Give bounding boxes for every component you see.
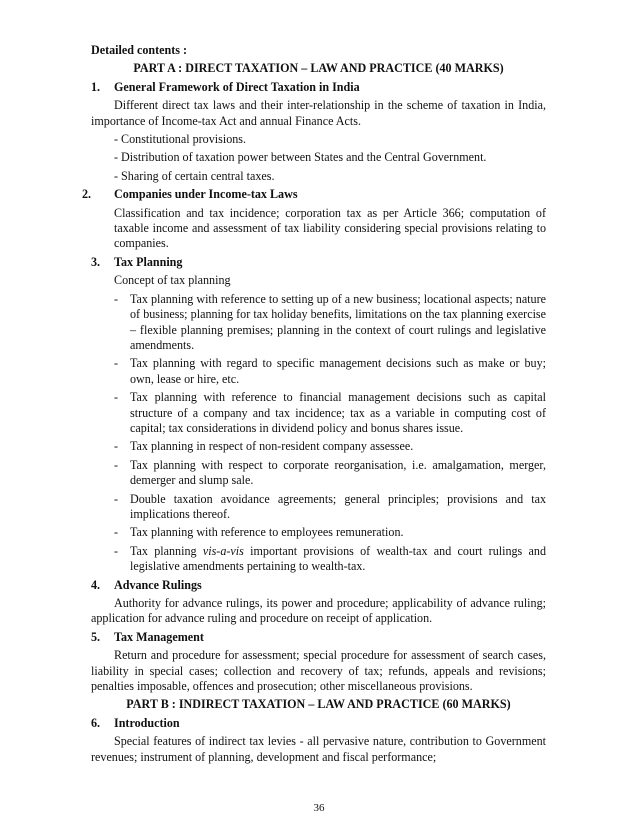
bullet-text: Tax planning with reference to setting up of a new business; locational aspects; nature of business; planning for tax holiday benefits, limitations on the tax planning exercise – flexible planning premises; planning in the context of court rulings and legislative amendments. — [130, 291, 546, 352]
tax-planning-bullet — [114, 292, 546, 354]
bullet-dash: - — [114, 291, 119, 306]
section-6-heading — [91, 716, 546, 731]
section-3-number: 3. — [91, 254, 101, 269]
section-2-title: Companies under Income-tax Laws — [114, 187, 298, 202]
section-3-title: Tax Planning — [114, 254, 183, 269]
section-1-item: - Distribution of taxation power between States and the Central Government. — [114, 150, 487, 165]
tax-planning-bullet — [114, 356, 546, 387]
bullet-text-start: Tax planning — [130, 543, 203, 558]
bullet-dash: - — [114, 543, 119, 558]
bullet-text: Tax planning with respect to corporate reorganisation, i.e. amalgamation, merger, demerger and slump sale. — [130, 457, 546, 488]
section-1-item: - Sharing of certain central taxes. — [114, 168, 275, 183]
section-5-paragraph: Return and procedure for assessment; special procedure for assessment of search cases, liability in special cases; collection and recovery of tax; refunds, appeals and revisions; penalties imposable, offences and prosecution; other miscellaneous provisions. — [91, 648, 546, 694]
bullet-dash: - — [114, 491, 119, 506]
page-content — [82, 43, 547, 765]
bullet-text-italic: vis-a-vis — [202, 543, 244, 558]
bullet-text — [130, 544, 546, 575]
contents-heading: Detailed contents : — [91, 43, 188, 57]
tax-planning-bullet — [114, 492, 546, 523]
bullet-dash: - — [114, 356, 119, 371]
tax-planning-bullet — [114, 525, 546, 540]
bullet-text: Tax planning with reference to financial management decisions such as capital structure of a company and tax incidence; tax as a variable in computing cost of capital; tax considerations in dividend policy and bonus shares issue. — [130, 390, 546, 435]
bullet-dash: - — [114, 525, 119, 540]
part-b-heading: PART B : INDIRECT TAXATION – LAW AND PRACTICE (60 MARKS) — [126, 697, 511, 712]
bullet-text: Double taxation avoidance agreements; general principles; provisions and tax implications thereof. — [130, 491, 546, 521]
section-6-title: Introduction — [114, 715, 180, 730]
part-a-heading: PART A : DIRECT TAXATION – LAW AND PRACTICE (40 MARKS) — [133, 61, 504, 76]
section-4-paragraph: Authority for advance rulings, its power and procedure; applicability of advance ruling; application for advance ruling and procedure on receipt of application. — [91, 596, 546, 626]
section-5-title: Tax Management — [114, 629, 204, 644]
section-1-item: - Constitutional provisions. — [114, 132, 247, 147]
tax-planning-bullet — [114, 544, 546, 575]
section-6-paragraph: Special features of indirect tax levies - all pervasive nature, contribution to Government revenues; instrument of planning, development and fiscal performance; — [91, 734, 546, 764]
bullet-dash: - — [114, 390, 119, 405]
tax-planning-bullet — [114, 390, 546, 436]
tax-planning-bullet — [114, 458, 546, 489]
section-1-number: 1. — [91, 79, 101, 94]
section-1-paragraph: Different direct tax laws and their inter-relationship in the scheme of taxation in India, importance of Income-tax Act and annual Finance Acts. — [91, 98, 546, 128]
section-3-heading — [91, 255, 546, 270]
tax-planning-bullet — [114, 439, 546, 454]
section-1-title: General Framework of Direct Taxation in India — [114, 79, 360, 94]
section-2-paragraph: Classification and tax incidence; corporation tax as per Article 366; computation of taxable income and assessment of tax liability considering special provisions relating to companies. — [114, 205, 546, 251]
bullet-dash: - — [114, 439, 119, 454]
bullet-text-end: important provisions of wealth-tax and court rulings and legislative amendments pertaining to wealth-tax. — [130, 543, 547, 574]
bullet-text: Tax planning with reference to employees remuneration. — [130, 525, 404, 540]
section-4-title: Advance Rulings — [114, 577, 202, 592]
section-1-heading — [91, 80, 546, 95]
section-5-number: 5. — [91, 629, 101, 644]
bullet-dash: - — [114, 457, 119, 472]
section-2-heading — [82, 187, 546, 202]
bullet-text: Tax planning with regard to specific management decisions such as make or buy; own, lease or hire, etc. — [130, 356, 546, 386]
section-4-number: 4. — [91, 577, 101, 592]
section-3-intro: Concept of tax planning — [114, 273, 231, 288]
section-4-heading — [91, 578, 546, 593]
section-2-number: 2. — [82, 187, 92, 202]
section-6-number: 6. — [91, 715, 101, 730]
section-5-heading — [91, 630, 546, 645]
page-number: 36 — [313, 802, 325, 814]
bullet-text: Tax planning in respect of non-resident company assessee. — [130, 439, 414, 454]
